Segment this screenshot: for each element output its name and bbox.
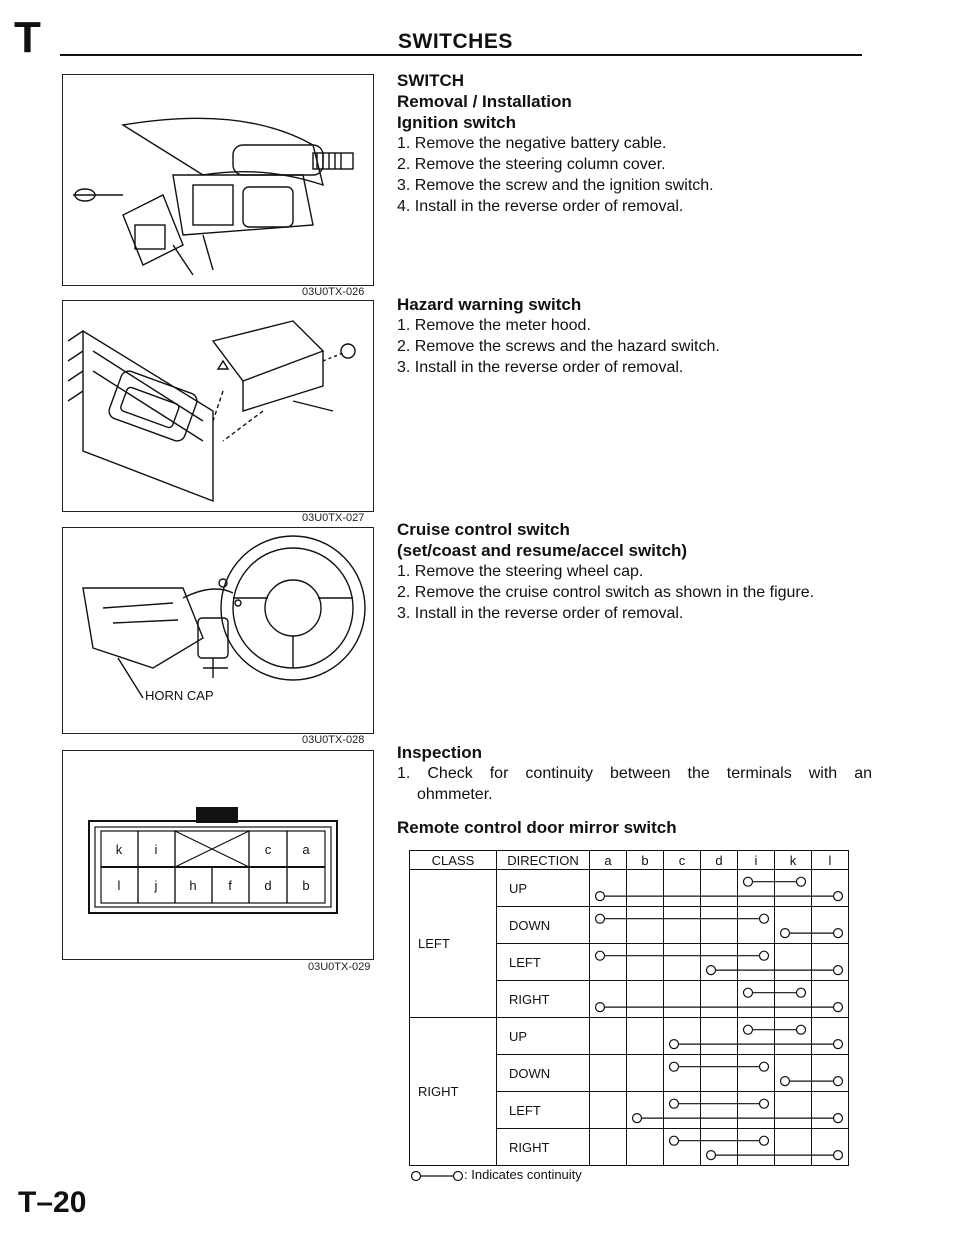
figure-3-caption: 03U0TX-028 bbox=[302, 734, 365, 746]
terminal-cell bbox=[664, 907, 701, 944]
pin-bottom-1: l bbox=[117, 878, 121, 893]
terminal-cell bbox=[590, 1129, 627, 1166]
horn-cap-label: HORN CAP bbox=[145, 688, 214, 703]
removal-subtitle: Removal / Installation bbox=[397, 92, 572, 111]
table-row bbox=[410, 870, 849, 907]
terminal-cell bbox=[701, 1055, 738, 1092]
terminal-cell bbox=[664, 1129, 701, 1166]
direction-cell: DOWN bbox=[497, 1055, 590, 1092]
page-title: SWITCHES bbox=[398, 30, 513, 53]
ignition-step: 2. Remove the steering column cover. bbox=[397, 156, 666, 173]
terminal-cell bbox=[812, 1018, 849, 1055]
inspection-title: Inspection bbox=[397, 743, 483, 762]
col-header: d bbox=[701, 851, 738, 870]
col-header: CLASS bbox=[410, 851, 497, 870]
cruise-step: 2. Remove the cruise control switch as shown in the figure. bbox=[397, 584, 815, 601]
terminal-cell bbox=[590, 1055, 627, 1092]
inspection-section bbox=[397, 742, 872, 838]
connector-drawing bbox=[63, 751, 373, 959]
terminal-cell bbox=[701, 870, 738, 907]
direction-cell: UP bbox=[497, 1018, 590, 1055]
hazard-title: Hazard warning switch bbox=[397, 295, 582, 314]
pin-bottom-3: h bbox=[189, 878, 197, 893]
ignition-step: 3. Remove the screw and the ignition switch. bbox=[397, 177, 714, 194]
switch-title: SWITCH bbox=[397, 71, 465, 90]
terminal-cell bbox=[590, 907, 627, 944]
terminal-cell bbox=[664, 981, 701, 1018]
terminal-cell bbox=[627, 1129, 664, 1166]
terminal-cell bbox=[738, 981, 775, 1018]
terminal-cell bbox=[738, 1018, 775, 1055]
terminal-cell bbox=[627, 944, 664, 981]
continuity-table bbox=[409, 850, 849, 1166]
inspection-step: 1. Check for continuity between the terminals with an bbox=[397, 765, 872, 782]
page-number: T–20 bbox=[18, 1186, 87, 1219]
connector-figure bbox=[62, 750, 374, 960]
terminal-cell bbox=[590, 870, 627, 907]
class-cell: RIGHT bbox=[410, 1018, 497, 1166]
terminal-cell bbox=[590, 981, 627, 1018]
hazard-section bbox=[397, 294, 872, 378]
pin-top-1: k bbox=[115, 842, 123, 857]
figure-4-caption: 03U0TX-029 bbox=[308, 961, 371, 973]
continuity-legend bbox=[410, 1167, 582, 1182]
terminal-cell bbox=[701, 981, 738, 1018]
col-header: l bbox=[812, 851, 849, 870]
cruise-step: 1. Remove the steering wheel cap. bbox=[397, 563, 644, 580]
pin-top-4: c bbox=[264, 842, 272, 857]
cruise-step: 3. Install in the reverse order of removal. bbox=[397, 605, 684, 622]
direction-cell: UP bbox=[497, 870, 590, 907]
pin-bottom-6: b bbox=[302, 878, 310, 893]
cruise-title: Cruise control switch bbox=[397, 520, 570, 539]
legend-text: : Indicates continuity bbox=[464, 1167, 582, 1182]
ignition-step: 4. Install in the reverse order of removal. bbox=[397, 198, 684, 215]
pin-top-5: a bbox=[302, 842, 310, 857]
terminal-cell bbox=[775, 1055, 812, 1092]
figure-1-caption: 03U0TX-026 bbox=[302, 286, 365, 298]
ignition-section bbox=[397, 70, 872, 217]
terminal-cell bbox=[812, 1092, 849, 1129]
terminal-cell bbox=[812, 944, 849, 981]
hazard-switch-figure bbox=[62, 300, 374, 512]
cruise-section bbox=[397, 519, 872, 624]
pin-bottom-2: j bbox=[154, 878, 158, 893]
terminal-cell bbox=[701, 907, 738, 944]
col-header: c bbox=[664, 851, 701, 870]
terminal-cell bbox=[590, 1018, 627, 1055]
direction-cell: RIGHT bbox=[497, 981, 590, 1018]
terminal-cell bbox=[812, 1129, 849, 1166]
header-rule bbox=[60, 54, 862, 56]
terminal-cell bbox=[738, 1129, 775, 1166]
direction-cell: DOWN bbox=[497, 907, 590, 944]
direction-cell: LEFT bbox=[497, 1092, 590, 1129]
terminal-cell bbox=[664, 944, 701, 981]
col-header: b bbox=[627, 851, 664, 870]
terminal-cell bbox=[812, 981, 849, 1018]
terminal-cell bbox=[775, 1018, 812, 1055]
terminal-cell bbox=[775, 1092, 812, 1129]
terminal-cell bbox=[664, 1092, 701, 1129]
pin-top-2: i bbox=[154, 842, 158, 857]
terminal-cell bbox=[627, 1018, 664, 1055]
col-header: k bbox=[775, 851, 812, 870]
terminal-cell bbox=[701, 944, 738, 981]
terminal-cell bbox=[627, 1055, 664, 1092]
inspection-step-cont: ohmmeter. bbox=[417, 786, 493, 803]
terminal-cell bbox=[701, 1018, 738, 1055]
terminal-cell bbox=[775, 944, 812, 981]
terminal-cell bbox=[738, 1055, 775, 1092]
pin-bottom-5: d bbox=[264, 878, 272, 893]
ignition-switch-drawing bbox=[63, 75, 373, 285]
hazard-step: 3. Install in the reverse order of removal. bbox=[397, 359, 684, 376]
terminal-cell bbox=[775, 981, 812, 1018]
terminal-cell bbox=[664, 1055, 701, 1092]
direction-cell: LEFT bbox=[497, 944, 590, 981]
terminal-cell bbox=[590, 944, 627, 981]
table-row bbox=[410, 1018, 849, 1055]
terminal-cell bbox=[738, 907, 775, 944]
terminal-cell bbox=[627, 907, 664, 944]
figure-2-caption: 03U0TX-027 bbox=[302, 512, 365, 524]
terminal-cell bbox=[738, 944, 775, 981]
hazard-step: 2. Remove the screws and the hazard switch. bbox=[397, 338, 720, 355]
mirror-title: Remote control door mirror switch bbox=[397, 818, 677, 837]
class-cell: LEFT bbox=[410, 870, 497, 1018]
terminal-cell bbox=[775, 1129, 812, 1166]
cruise-subtitle: (set/coast and resume/accel switch) bbox=[397, 541, 688, 560]
terminal-cell bbox=[812, 1055, 849, 1092]
hazard-switch-drawing bbox=[63, 301, 373, 511]
ignition-switch-figure bbox=[62, 74, 374, 286]
direction-cell: RIGHT bbox=[497, 1129, 590, 1166]
terminal-cell bbox=[664, 870, 701, 907]
terminal-cell bbox=[812, 870, 849, 907]
col-header: DIRECTION bbox=[497, 851, 590, 870]
terminal-cell bbox=[627, 870, 664, 907]
terminal-cell bbox=[701, 1092, 738, 1129]
ignition-step: 1. Remove the negative battery cable. bbox=[397, 135, 667, 152]
cruise-control-figure bbox=[62, 527, 374, 734]
section-letter: T bbox=[14, 13, 41, 62]
terminal-cell bbox=[627, 1092, 664, 1129]
terminal-cell bbox=[775, 907, 812, 944]
terminal-cell bbox=[812, 907, 849, 944]
pin-bottom-4: f bbox=[228, 878, 232, 893]
terminal-cell bbox=[701, 1129, 738, 1166]
cruise-control-drawing bbox=[63, 528, 373, 733]
ignition-title: Ignition switch bbox=[397, 113, 516, 132]
terminal-cell bbox=[664, 1018, 701, 1055]
hazard-step: 1. Remove the meter hood. bbox=[397, 317, 591, 334]
col-header: a bbox=[590, 851, 627, 870]
continuity-symbol-icon bbox=[410, 1170, 464, 1182]
terminal-cell bbox=[738, 1092, 775, 1129]
terminal-cell bbox=[738, 870, 775, 907]
terminal-cell bbox=[627, 981, 664, 1018]
terminal-cell bbox=[775, 870, 812, 907]
col-header: i bbox=[738, 851, 775, 870]
terminal-cell bbox=[590, 1092, 627, 1129]
